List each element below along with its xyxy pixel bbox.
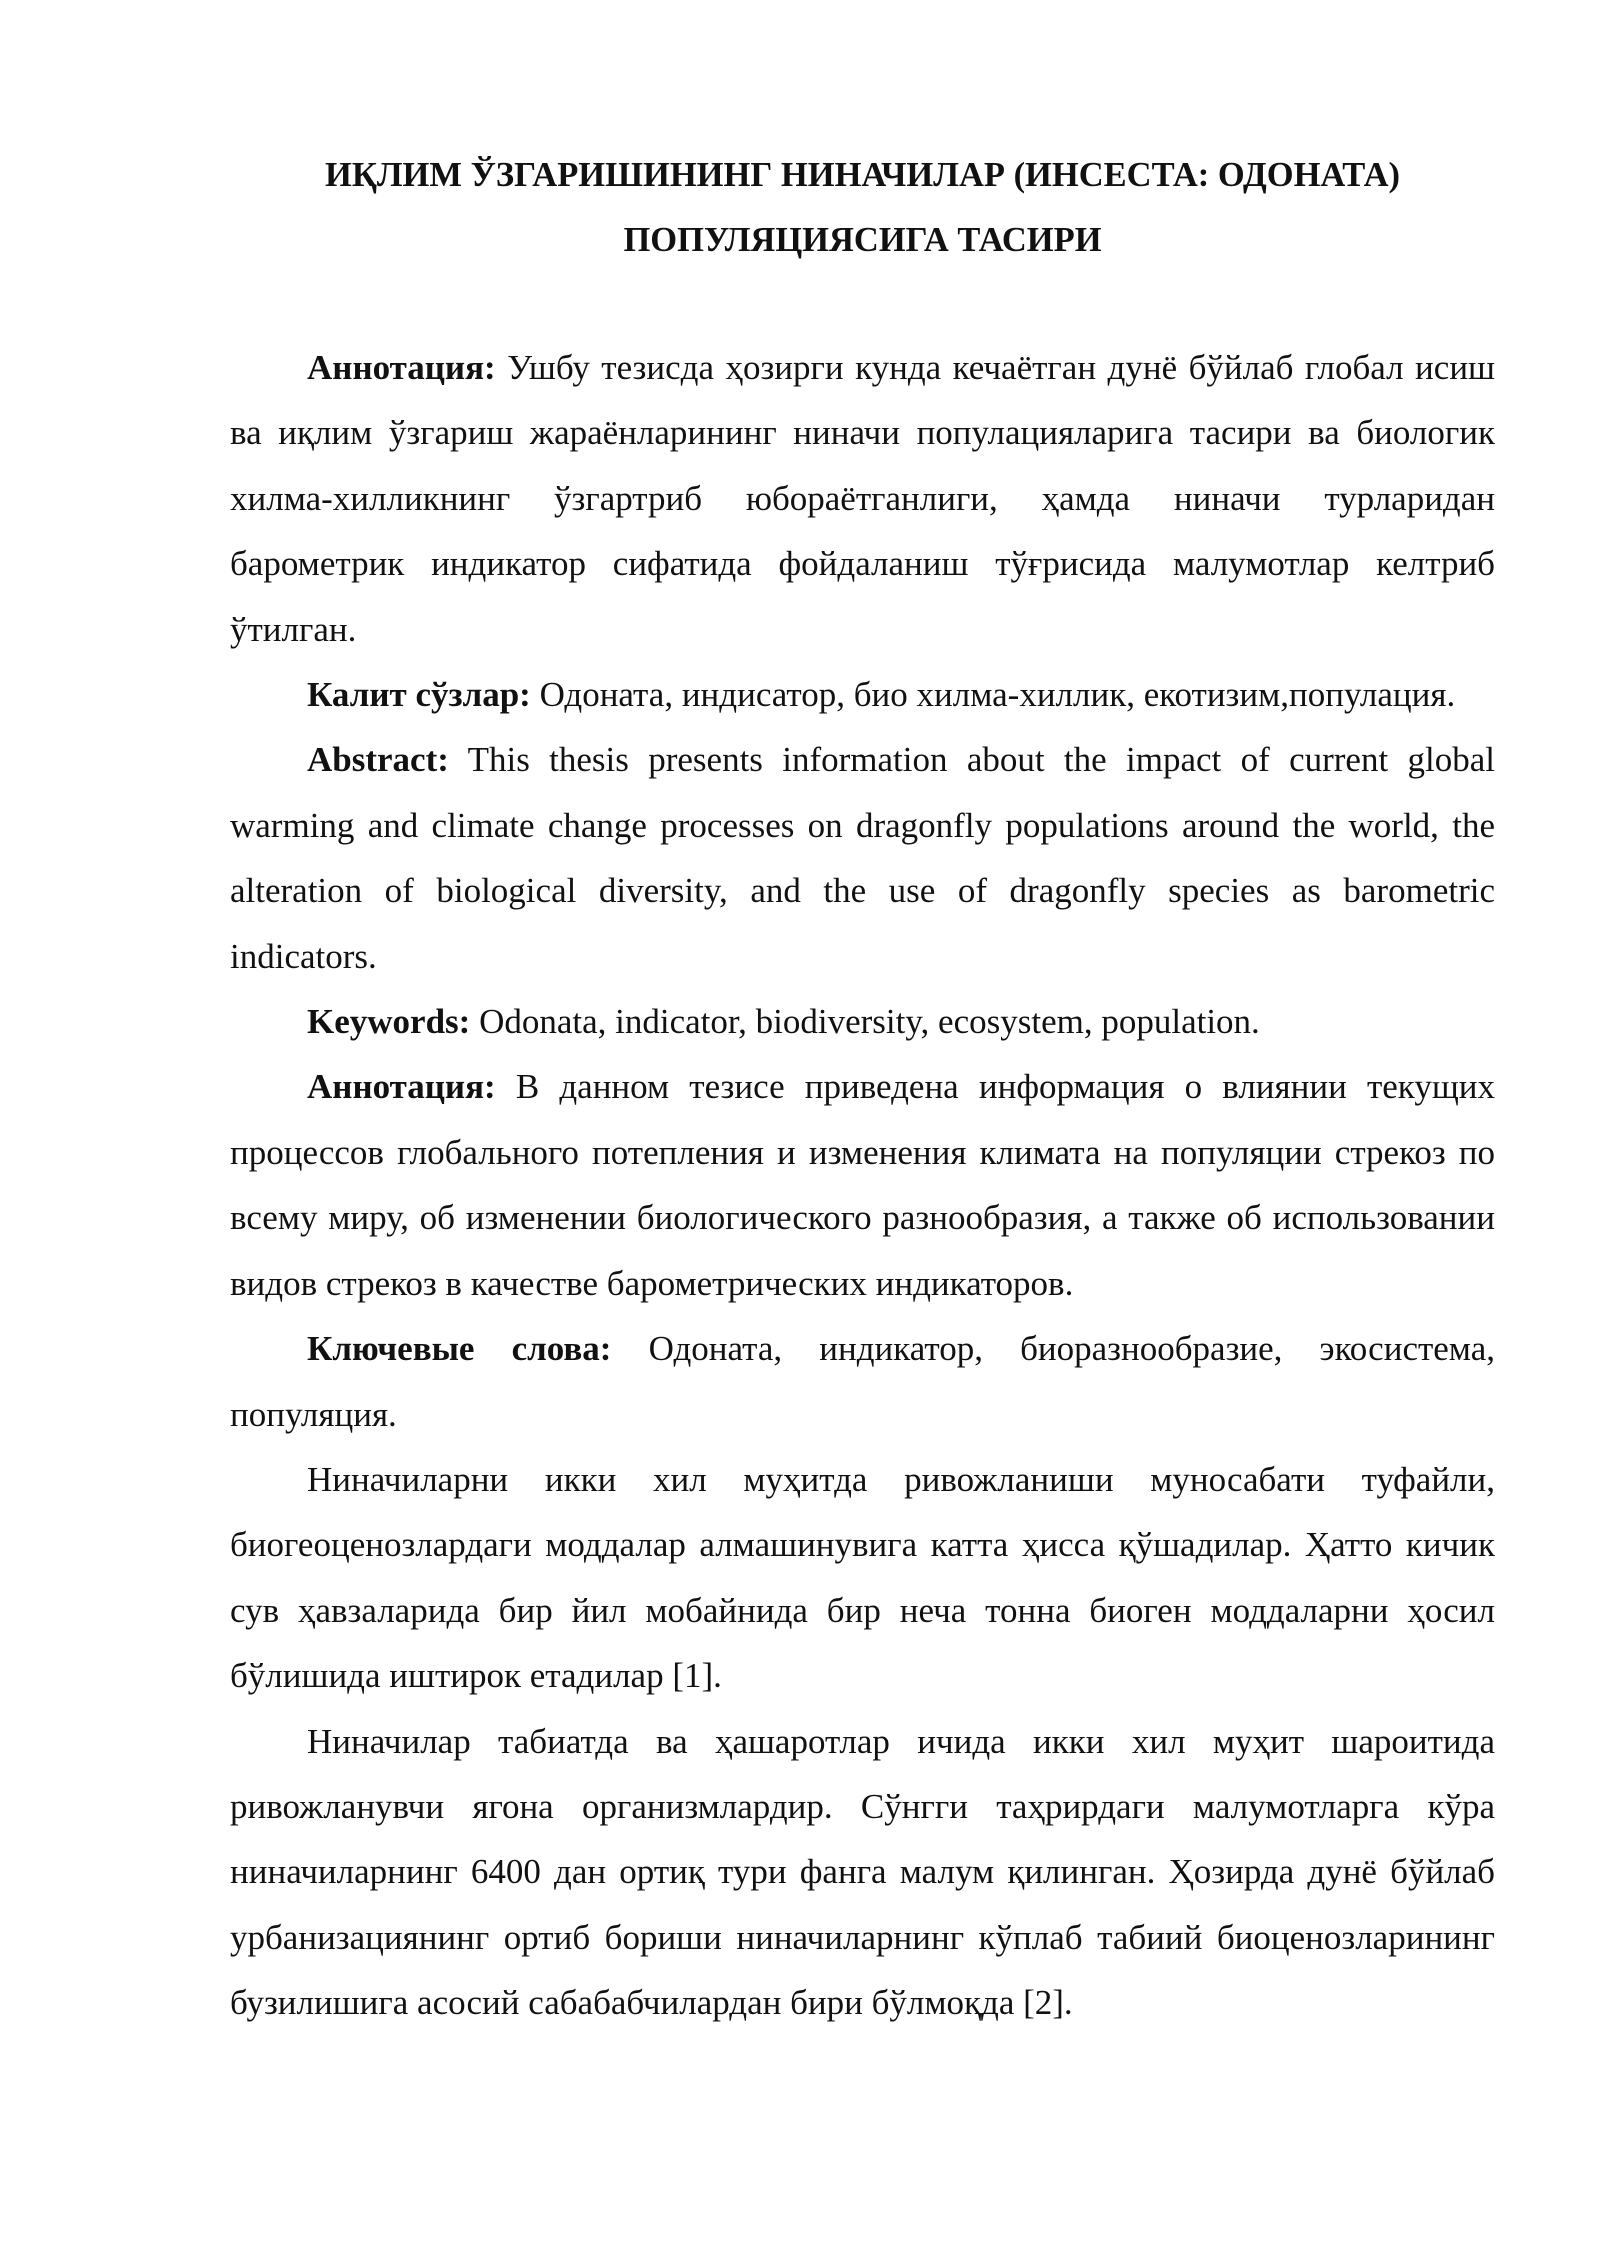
keywords-ru-paragraph <box>230 1316 1495 1447</box>
keywords-ru-text: Одоната, индикатор, биоразнообразие, экосистема, популяция. <box>230 1329 1495 1434</box>
title-line-1: ИҚЛИМ ЎЗГАРИШИНИНГ НИНАЧИЛАР (ИНСЕСТА: ОДОНАТА) <box>324 156 1400 194</box>
keywords-uz-label: Калит сўзлар: <box>307 675 531 715</box>
keywords-uz-paragraph <box>230 662 1495 727</box>
abstract-en-text: This thesis presents information about the impact of current global warming and climate change processes on dragonfly populations around the world, the alteration of biological diversity, and the use of dragonfly species as barometric indicators. <box>230 740 1495 976</box>
annotation-ru-paragraph <box>230 1054 1495 1316</box>
body-paragraph-1: Ниначиларни икки хил муҳитда ривожланиши муносабати туфайли, биогеоценозлардаги моддалар алмашинувига катта ҳисса қўшадилар. Ҳатто кичик сув ҳавзаларида бир йил мобайнида бир неча тонна биоген моддаларни ҳосил бўлишида иштирок етадилар [1]. <box>230 1459 1495 1696</box>
body-paragraph-2: Ниначилар табиатда ва ҳашаротлар ичида икки хил муҳит шароитида ривожланувчи ягона организмлардир. Сўнгги таҳрирдаги малумотларга кўра ниначиларнинг 6400 дан ортиқ тури фанга малум қилинган. Ҳозирда дунё бўйлаб урбанизациянинг ортиб бориши ниначиларнинг кўплаб табиий биоценозларининг бузилишига асосий сабабабчилардан бири бўлмоқда [2]. <box>230 1721 1495 2023</box>
title-line-2: ПОПУЛЯЦИЯСИГА ТАСИРИ <box>623 221 1102 259</box>
abstract-en-paragraph <box>230 727 1495 989</box>
annotation-ru-label: Аннотация: <box>307 1067 496 1107</box>
document-body <box>230 335 1495 2036</box>
annotation-ru-text: В данном тезисе приведена информация о влиянии текущих процессов глобального потепления и изменения климата на популяции стрекоз по всему миру, об изменении биологического разнообразия, а также об использовании видов стрекоз в качестве барометрических индикаторов. <box>230 1067 1495 1303</box>
keywords-ru-label: Ключевые слова: <box>307 1329 612 1369</box>
keywords-en-label: Keywords: <box>307 1002 471 1042</box>
annotation-uz-label: Аннотация: <box>307 348 496 387</box>
keywords-en-paragraph <box>230 989 1495 1054</box>
keywords-en-text: Odonata, indicator, biodiversity, ecosystem, population. <box>479 1002 1260 1042</box>
annotation-uz-paragraph <box>230 335 1495 662</box>
keywords-uz-text: Одоната, индисатор, био хилма-хиллик, екотизим,популация. <box>539 675 1456 715</box>
document-title <box>230 143 1495 273</box>
abstract-en-label: Abstract: <box>307 740 449 780</box>
annotation-uz-text: Ушбу тезисда ҳозирги кунда кечаётган дунё бўйлаб глобал исиш ва иқлим ўзгариш жараёнларининг ниначи популацияларига тасири ва биологик хилма-хилликнинг ўзгартриб юбораётганлиги, ҳамда ниначи турларидан барометрик индикатор сифатида фойдаланиш тўғрисида малумотлар келтриб ўтилган. <box>230 348 1496 649</box>
